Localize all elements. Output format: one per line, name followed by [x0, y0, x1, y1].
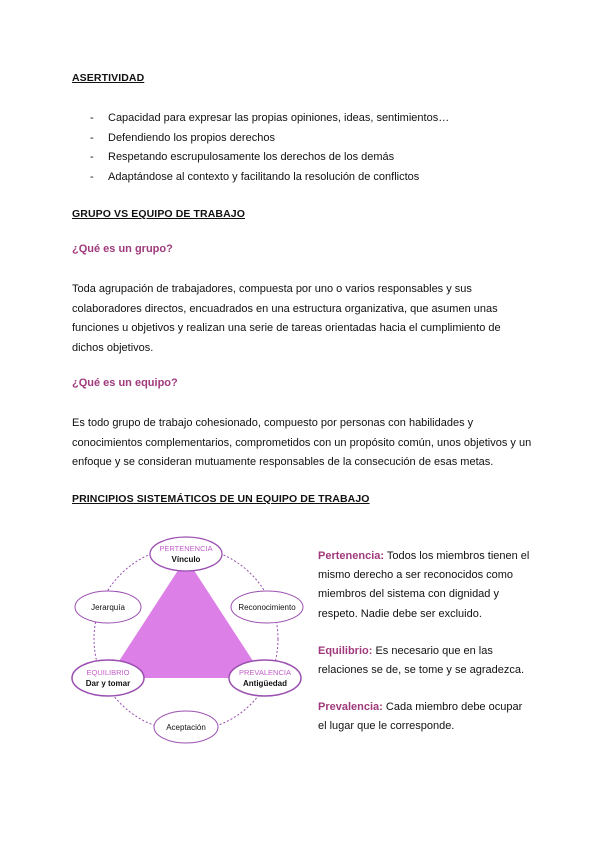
question-equipo: ¿Qué es un equipo?: [72, 377, 178, 389]
aceptacion-label: Aceptación: [166, 723, 206, 732]
node-prevalencia: [229, 660, 301, 696]
prevalencia-title: PREVALENCIA: [239, 668, 291, 677]
principles-descriptions: [318, 547, 533, 755]
list-item: - Respetando escrupulosamente los derechos de los demás: [90, 151, 395, 164]
principle-prevalencia: Prevalencia: Cada miembro debe ocupar el lugar que le corresponde.: [318, 701, 523, 733]
reconocimiento-label: Reconocimiento: [238, 603, 296, 612]
asertividad-heading: ASERTIVIDAD: [72, 72, 145, 84]
equilibrio-sub: Dar y tomar: [85, 679, 131, 688]
list-item: - Adaptándose al contexto y facilitando la resolución de conflictos: [90, 170, 420, 183]
pertenencia-title: PERTENENCIA: [159, 544, 213, 553]
grupo-vs-equipo-heading: GRUPO VS EQUIPO DE TRABAJO: [72, 208, 245, 220]
principle-pertenencia: Pertenencia: Todos los miembros tienen el mismo derecho a ser reconocidos como miembros del sistema con dignidad y respeto. Nadie debe ser excluido.: [318, 550, 530, 620]
node-pertenencia: [150, 537, 222, 571]
prevalencia-sub: Antigüedad: [243, 679, 287, 688]
question-grupo: ¿Qué es un grupo?: [72, 243, 173, 255]
grupo-definition: Toda agrupación de trabajadores, compuesta por uno o varios responsables y sus colaboradores directos, encuadrados en una estructura organizativa, que asumen unas funciones u objetivos y realizan una serie de tareas orientadas hacia el cumplimiento de dichos objetivos.: [72, 283, 501, 354]
node-equilibrio: [72, 660, 144, 696]
node-reconocimiento: [231, 591, 303, 623]
asertividad-list: [90, 109, 449, 187]
pertenencia-sub: Vínculo: [171, 555, 201, 564]
principios-heading: PRINCIPIOS SISTEMÁTICOS DE UN EQUIPO DE TRABAJO: [72, 493, 370, 505]
equilibrio-title: EQUILIBRIO: [86, 668, 130, 677]
principles-diagram: [68, 528, 304, 748]
jerarquia-label: Jerarquía: [91, 603, 125, 612]
principle-equilibrio: Equilibrio: Es necesario que en las relaciones se de, se tome y se agradezca.: [318, 644, 525, 677]
equipo-definition: Es todo grupo de trabajo cohesionado, compuesto por personas con habilidades y conocimientos complementarios, comprometidos con un propósito común, unos objetivos y un enfoque y se consideran mutuamente responsables de la consecución de esas metas.: [72, 417, 532, 469]
node-aceptacion: [154, 711, 218, 743]
node-jerarquia: [75, 591, 141, 623]
list-item: - Capacidad para expresar las propias opiniones, ideas, sentimientos…: [90, 112, 450, 124]
list-item: - Defendiendo los propios derechos: [90, 131, 275, 144]
